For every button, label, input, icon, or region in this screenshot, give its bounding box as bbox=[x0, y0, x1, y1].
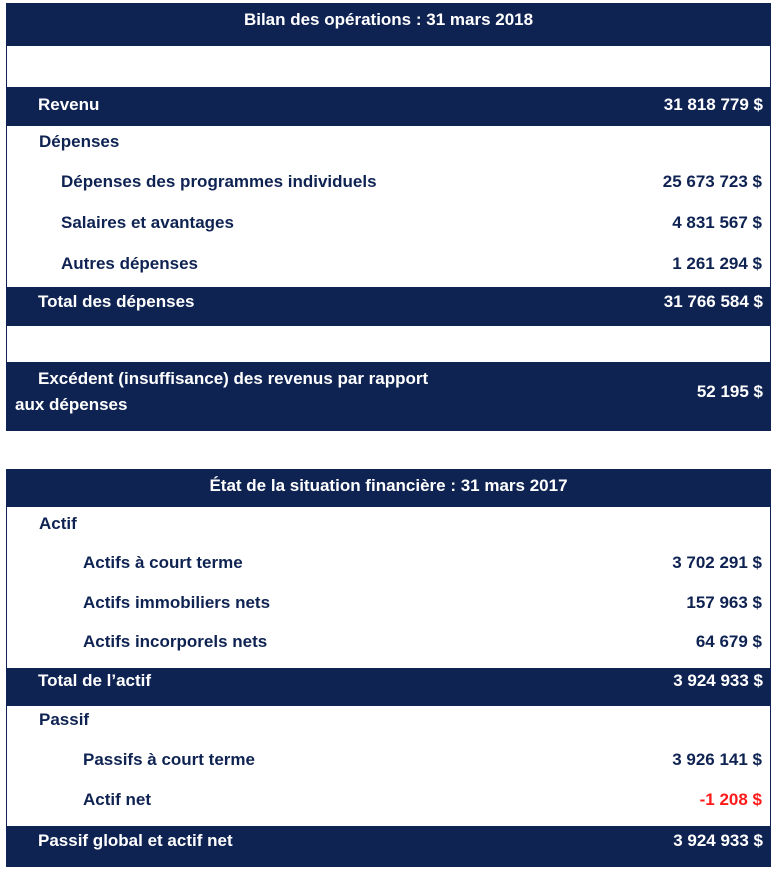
total-expenses-label: Total des dépenses bbox=[38, 292, 195, 311]
surplus-label-line1: Excédent (insuffisance) des revenus par rapport bbox=[38, 369, 429, 388]
total-assets-row bbox=[6, 668, 771, 706]
total-liabilities-label: Passif global et actif net bbox=[38, 831, 233, 850]
expense-value: 25 673 723 $ bbox=[662, 172, 762, 191]
expense-row bbox=[6, 208, 771, 249]
liabilities-heading-row bbox=[6, 706, 771, 742]
expenses-label: Dépenses bbox=[39, 132, 120, 151]
expense-row bbox=[6, 249, 771, 287]
liabilities-label: Passif bbox=[39, 710, 90, 729]
expense-label: Salaires et avantages bbox=[61, 213, 234, 232]
expenses-heading-row bbox=[6, 126, 771, 167]
asset-value: 3 702 291 $ bbox=[672, 553, 762, 572]
surplus-value: 52 195 $ bbox=[696, 382, 763, 401]
position-title: État de la situation financière : 31 mars 2017 bbox=[209, 476, 568, 495]
total-assets-value: 3 924 933 $ bbox=[673, 671, 763, 690]
net-assets-value: -1 208 $ bbox=[699, 790, 762, 809]
asset-label: Actifs immobiliers nets bbox=[83, 593, 271, 612]
expense-row bbox=[6, 167, 771, 208]
liability-row bbox=[6, 782, 771, 826]
operations-spacer-row bbox=[6, 46, 771, 87]
total-expenses-row bbox=[6, 287, 771, 325]
asset-label: Actifs à court terme bbox=[83, 553, 243, 572]
liability-label: Actif net bbox=[83, 790, 151, 809]
expense-value: 4 831 567 $ bbox=[672, 213, 762, 232]
operations-table bbox=[6, 3, 771, 431]
expense-label: Autres dépenses bbox=[61, 254, 198, 273]
total-liabilities-row bbox=[6, 826, 771, 867]
position-title-row bbox=[6, 469, 771, 507]
surplus-label-line2: aux dépenses bbox=[15, 395, 128, 414]
expense-value: 1 261 294 $ bbox=[672, 254, 762, 273]
asset-row bbox=[6, 625, 771, 668]
operations-title-row bbox=[6, 3, 771, 46]
assets-heading-row bbox=[6, 507, 771, 545]
revenue-row bbox=[6, 87, 771, 126]
asset-label: Actifs incorporels nets bbox=[83, 632, 268, 651]
total-assets-label: Total de l’actif bbox=[38, 671, 152, 690]
asset-value: 157 963 $ bbox=[686, 593, 762, 612]
liability-label: Passifs à court terme bbox=[83, 750, 255, 769]
asset-row bbox=[6, 545, 771, 585]
assets-label: Actif bbox=[39, 514, 77, 533]
total-expenses-value: 31 766 584 $ bbox=[663, 292, 763, 311]
liability-value: 3 926 141 $ bbox=[672, 750, 762, 769]
expense-label: Dépenses des programmes individuels bbox=[61, 172, 377, 191]
operations-spacer-row bbox=[6, 325, 771, 363]
total-liabilities-value: 3 924 933 $ bbox=[673, 831, 763, 850]
liability-row bbox=[6, 742, 771, 782]
revenue-label: Revenu bbox=[38, 95, 100, 114]
asset-value: 64 679 $ bbox=[695, 632, 762, 651]
operations-title: Bilan des opérations : 31 mars 2018 bbox=[243, 10, 534, 29]
financial-position-table bbox=[6, 469, 771, 867]
revenue-value: 31 818 779 $ bbox=[663, 95, 763, 114]
asset-row bbox=[6, 585, 771, 625]
surplus-row bbox=[6, 363, 771, 431]
